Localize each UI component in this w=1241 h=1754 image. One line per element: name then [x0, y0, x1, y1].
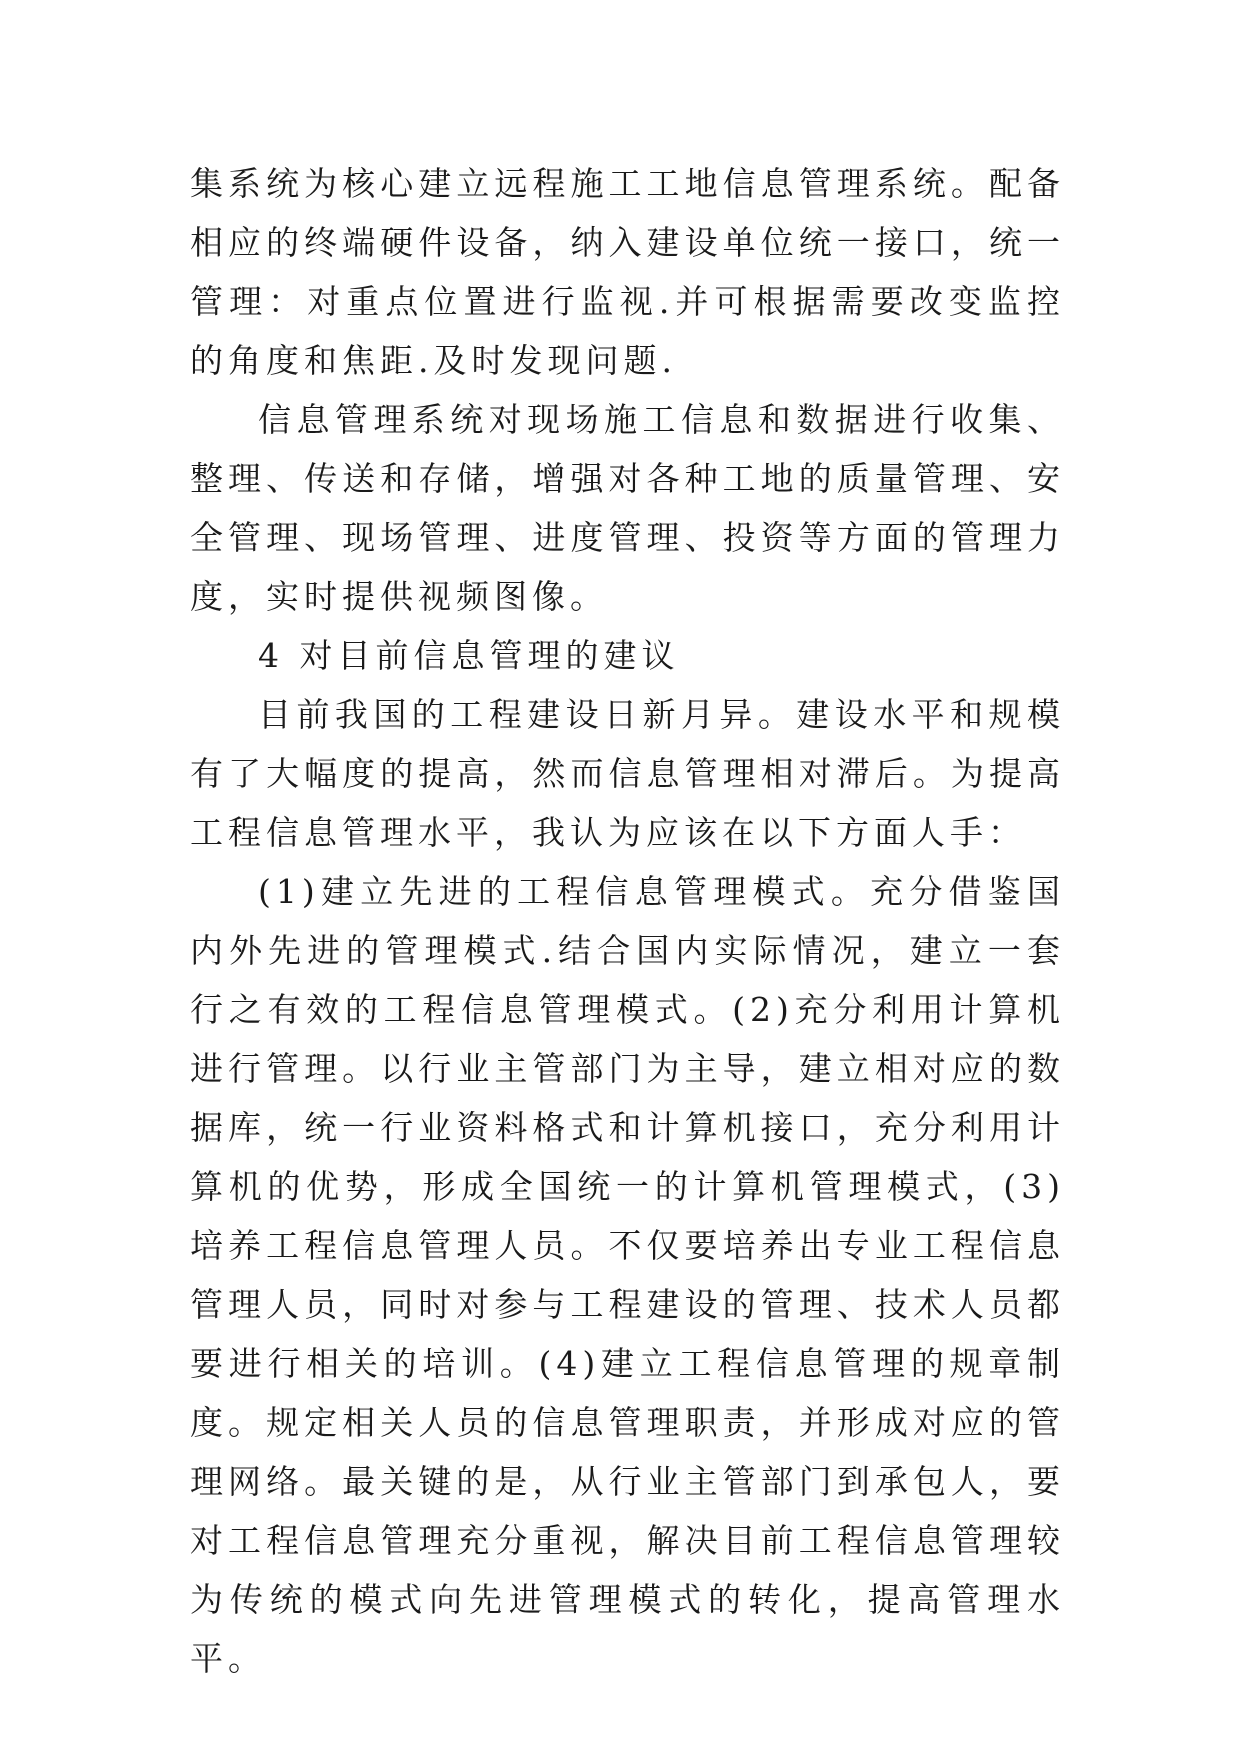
- document-body: [190, 154, 1065, 1688]
- section-heading: 4 对目前信息管理的建议: [258, 636, 680, 675]
- paragraph-continuation: 集系统为核心建立远程施工工地信息管理系统。配备相应的终端硬件设备，纳入建设单位统一接口，统一管理：对重点位置进行监视.并可根据需要改变监控的角度和焦距.及时发现问题.: [190, 164, 1065, 380]
- paragraph-recommendations: (1)建立先进的工程信息管理模式。充分借鉴国内外先进的管理模式.结合国内实际情况，建立一套行之有效的工程信息管理模式。(2)充分利用计算机进行管理。以行业主管部门为主导，建立相对应的数据库，统一行业资料格式和计算机接口，充分利用计算机的优势，形成全国统一的计算机管理模式，(3)培养工程信息管理人员。不仅要培养出专业工程信息管理人员，同时对参与工程建设的管理、技术人员都要进行相关的培训。(4)建立工程信息管理的规章制度。规定相关人员的信息管理职责，并形成对应的管理网络。最关键的是，从行业主管部门到承包人，要对工程信息管理充分重视，解决目前工程信息管理较为传统的模式向先进管理模式的转化，提高管理水平。: [190, 872, 1065, 1678]
- paragraph-information-system: 信息管理系统对现场施工信息和数据进行收集、整理、传送和存储，增强对各种工地的质量管理、安全管理、现场管理、进度管理、投资等方面的管理力度，实时提供视频图像。: [190, 400, 1065, 616]
- paragraph-current-state: 目前我国的工程建设日新月异。建设水平和规模有了大幅度的提高，然而信息管理相对滞后。为提高工程信息管理水平，我认为应该在以下方面人手：: [190, 695, 1065, 852]
